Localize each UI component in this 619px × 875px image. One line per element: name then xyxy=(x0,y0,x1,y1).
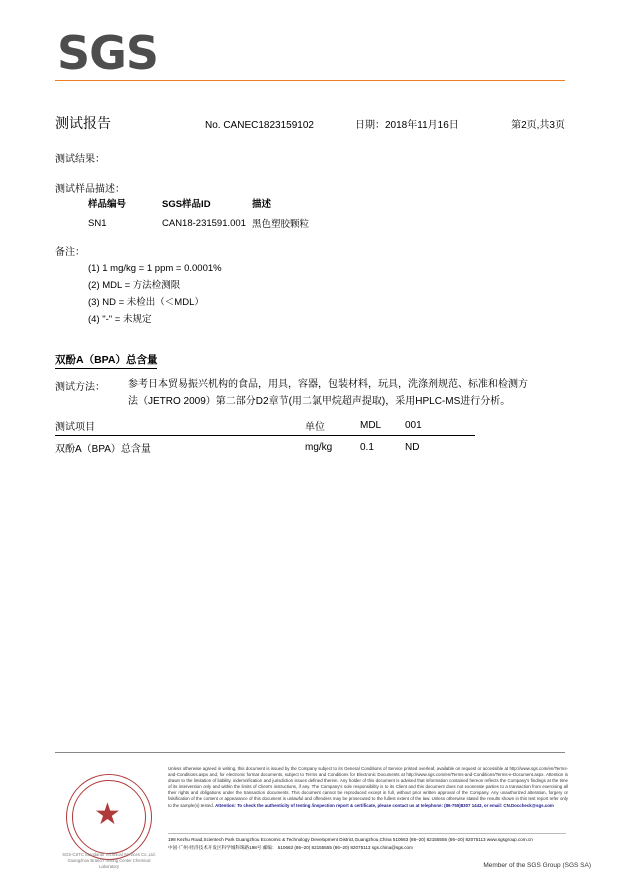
footer-member-note: Member of the SGS Group (SGS SA) xyxy=(483,862,591,869)
seal-caption-line1: SGS-CSTC Standards Technical Services Co.,Ltd. xyxy=(62,852,156,857)
title-row xyxy=(55,113,565,133)
cell-mdl: 0.1 xyxy=(360,442,374,453)
page-title: 测试报告 xyxy=(55,115,111,131)
test-method-label: 测试方法： xyxy=(55,382,105,393)
fax-en: (86–20) 82075113 xyxy=(448,837,486,842)
tel-cn: (86–20) 82155555 xyxy=(294,844,332,850)
report-header xyxy=(55,26,565,81)
bpa-section-heading: 双酚A（BPA）总含量 xyxy=(55,352,157,369)
fax-cn: (86–20) 82075113 xyxy=(333,844,371,850)
results-label: 测试结果： xyxy=(55,154,105,165)
table-row xyxy=(55,436,475,458)
column-header-mdl: MDL xyxy=(360,417,405,436)
column-header-unit: 单位 xyxy=(305,417,360,436)
table-row xyxy=(88,216,402,230)
sgs-logo: SGS xyxy=(57,26,159,80)
cell-unit: mg/kg xyxy=(305,442,333,453)
test-method-text: 参考日本贸易振兴机构的食品，用具，容器，包装材料，玩具，洗涤剂规范、标准和检测方法（JETRO 2009）第二部分D2章节(用二氯甲烷超声提取)，采用HPLC-MS进行分析。 xyxy=(128,379,528,407)
cell-result-value: ND xyxy=(405,442,420,453)
page-indicator: 第2页,共3页 xyxy=(511,120,565,131)
footer-disclaimer xyxy=(168,766,568,809)
list-item: (2) MDL = 方法检测限 xyxy=(88,280,181,291)
result-table xyxy=(55,417,475,457)
column-header-sample-001: 001 xyxy=(405,417,475,436)
postcode-cn-label: 邮编： xyxy=(262,844,277,850)
cell-test-item: 双酚A（BPA）总含量 xyxy=(55,444,151,455)
address-cn: 中国·广州·经济技术开发区科学城科珠路198号 xyxy=(168,844,262,850)
list-item: (4) "-" = 未规定 xyxy=(88,314,152,325)
list-item: (1) 1 mg/kg = 1 ppm = 0.0001% xyxy=(88,263,222,274)
sample-description-label: 测试样品描述： xyxy=(55,184,125,195)
list-item: (3) ND = 未检出（＜MDL） xyxy=(88,297,204,308)
email: sgs.china@sgs.com xyxy=(371,844,413,850)
footer-divider xyxy=(55,752,565,753)
postcode-en: 510663 xyxy=(392,837,409,842)
address-row-en xyxy=(168,836,568,844)
header-divider xyxy=(55,80,565,81)
column-header-sample-no: 样品编号 xyxy=(88,199,127,210)
report-number: No. CANEC1823159102 xyxy=(205,120,314,131)
seal-star-icon: ★ xyxy=(94,798,121,831)
company-seal-stamp xyxy=(60,768,158,869)
footer-address-divider xyxy=(168,833,566,834)
attention-text: Attention: To check the authenticity of testing /inspection report & certificate, please contact us at telephone: (86-755)8307 1443, or email: CN.Doccheck@sgs.com xyxy=(215,802,554,808)
remarks-label: 备注： xyxy=(55,247,85,258)
cell-sgs-id: CAN18-231591.001 xyxy=(162,217,246,229)
table-header-row xyxy=(88,196,402,216)
seal-caption xyxy=(60,852,158,870)
seal-caption-line2: Guangzhou Branch Testing Center Chemical Laboratory xyxy=(67,858,151,869)
website: www.sgsgroup.com.cn xyxy=(486,837,533,842)
address-en: 198 Kezhu Road,Scientech Park Guangzhou Economic & Technology Development District,Guangzhou,China xyxy=(168,837,392,842)
address-row-cn xyxy=(168,844,568,852)
column-header-description: 描述 xyxy=(252,199,272,210)
report-date: 日期：2018年11月16日 xyxy=(355,120,459,131)
disclaimer-text: Unless otherwise agreed in writing, this document is issued by the Company subject to its General Conditions of Service printed overleaf, available on request or accessible at http://www.sgs.com/en/Terms-and-Conditions.aspx and, for electronic format documents, subject to Terms and Conditions for Electronic Documents at http://www.sgs.com/en/Terms-and-Conditions/Terms-e-Document.aspx. Attention is drawn to the limitation of liability, indemnification and jurisdiction issues defined therein. Any holder of this document is advised that information contained hereon reflects the Company's findings at the time of its intervention only and within the limits of Client's instructions, if any. The Company's sole responsibility is to its Client and this document does not exonerate parties to a transaction from exercising all their rights and obligations under the transaction documents. This document cannot be reproduced except in full, without prior written approval of the Company. Any unauthorized alteration, forgery or falsification of the content or appearance of this document is unlawful and offenders may be prosecuted to the fullest extent of the law. Unless otherwise stated the results shown in this test report refer only to the sample(s) tested. xyxy=(168,766,568,808)
sample-table xyxy=(88,196,402,230)
cell-sample-no: SN1 xyxy=(88,217,107,229)
tel-en: (86–20) 82155555 xyxy=(409,837,448,842)
postcode-cn: 510663 xyxy=(277,844,294,850)
table-header-row xyxy=(55,417,475,436)
column-header-sgs-id: SGS样品ID xyxy=(162,199,211,210)
footer-address xyxy=(168,836,568,851)
remarks-list xyxy=(88,260,222,328)
column-header-test-item: 测试项目 xyxy=(55,417,305,436)
cell-description: 黑色塑胶颗粒 xyxy=(252,219,310,230)
